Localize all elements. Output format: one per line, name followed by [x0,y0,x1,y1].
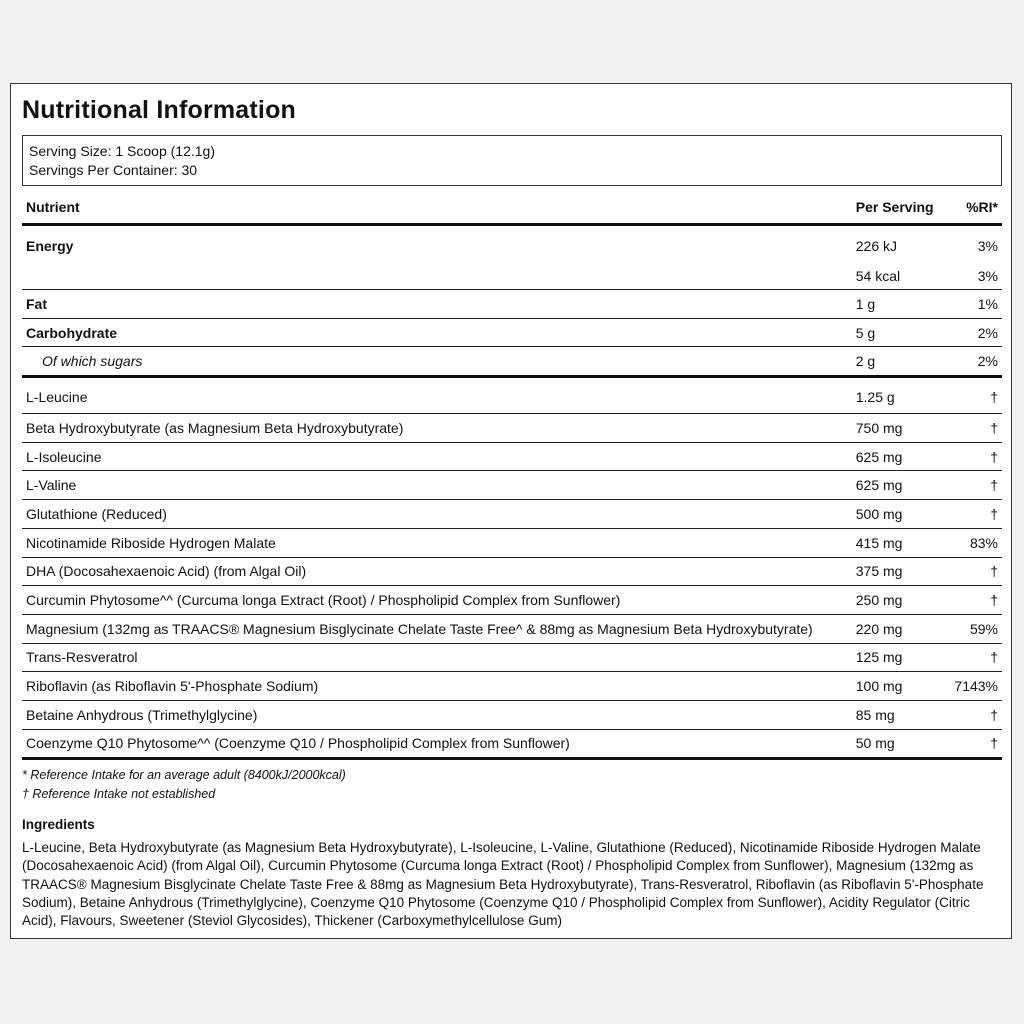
ingredient-ri: † [950,586,1002,615]
table-row [22,672,1002,701]
nutrient-ri: 2% [950,347,1002,377]
table-row [22,643,1002,672]
ingredient-name: Riboflavin (as Riboflavin 5'-Phosphate Sodium) [22,672,852,701]
servings-per-container: Servings Per Container: 30 [29,162,198,178]
table-row [22,557,1002,586]
ingredient-ri: † [950,557,1002,586]
nutrition-table [22,191,1002,760]
ingredient-ri: † [950,414,1002,443]
ingredient-name: L-Leucine [22,377,852,414]
table-row [22,729,1002,759]
nutrient-ri: 3% [977,238,998,254]
ingredient-ri: † [950,471,1002,500]
table-row [22,318,1002,347]
ingredient-amount: 500 mg [852,500,951,529]
footnote-ri: * Reference Intake for an average adult (8400kJ/2000kcal) [22,768,346,782]
nutrient-ri: 1% [950,290,1002,319]
header-nutrient: Nutrient [22,191,852,225]
ingredient-name: Glutathione (Reduced) [22,500,852,529]
serving-info-box [22,135,1002,186]
ingredient-ri: 7143% [950,672,1002,701]
table-row [22,700,1002,729]
ingredient-ri: † [950,442,1002,471]
table-row [22,586,1002,615]
ingredients-text: L-Leucine, Beta Hydroxybutyrate (as Magnesium Beta Hydroxybutyrate), L-Isoleucine, L-Valine, Glutathione (Reduced), Nicotinamide Riboside Hydrogen Malate (Docosahexaenoic Acid) (from Algal Oil), Curcumin Phytosome (Curcuma longa Extract (Root) / Phospholipid Complex from Sunflower), Magnesium (132mg as TRAACS® Magnesium Bisglycinate Chelate Taste Free & 88mg as Magnesium Beta Hydroxybutyrate), Trans-Resveratrol, Riboflavin (as Riboflavin 5'-Phosphate Sodium), Betaine Anhydrous (Trimethylglycine), Coenzyme Q10 Phytosome (Coenzyme Q10 / Phospholipid Complex from Sunflower), Acidity Regulator (Citric Acid), Flavours, Sweetener (Steviol Glycosides), Thickener (Carboxymethylcellulose Gum) [22,840,984,929]
nutrient-amount: 2 g [852,347,951,377]
nutrient-amount: 5 g [852,318,951,347]
table-row [22,225,1002,263]
table-row [22,528,1002,557]
table-row [22,414,1002,443]
ingredient-name: Nicotinamide Riboside Hydrogen Malate [22,528,852,557]
ingredient-ri: † [950,643,1002,672]
table-row [22,377,1002,414]
ingredient-amount: 625 mg [852,471,951,500]
ingredient-amount: 625 mg [852,442,951,471]
ingredient-amount: 85 mg [852,700,951,729]
footnote-dagger: † Reference Intake not established [22,787,216,801]
nutrition-panel [10,83,1012,939]
ingredient-ri: † [950,729,1002,759]
ingredient-ri: 83% [950,528,1002,557]
header-per-serving: Per Serving [852,191,951,225]
page-title: Nutritional Information [22,96,297,124]
table-row [22,500,1002,529]
table-row [22,347,1002,377]
ingredient-name: Curcumin Phytosome^^ (Curcuma longa Extract (Root) / Phospholipid Complex from Sunflower) [22,586,852,615]
ingredient-name: Trans-Resveratrol [22,643,852,672]
nutrient-amount: 54 kcal [852,262,951,290]
ingredient-ri: † [950,377,1002,414]
ingredient-ri: † [950,700,1002,729]
nutrient-name [22,262,852,290]
nutrient-ri: 3% [950,262,1002,290]
table-row [22,290,1002,319]
header-ri: %RI* [950,191,1002,225]
table-row [22,262,1002,290]
ingredient-amount: 375 mg [852,557,951,586]
ingredient-amount: 125 mg [852,643,951,672]
nutrient-name: Carbohydrate [22,318,852,347]
ingredient-amount: 1.25 g [852,377,951,414]
nutrient-ri: 2% [950,318,1002,347]
serving-size: Serving Size: 1 Scoop (12.1g) [29,143,215,159]
ingredient-name: L-Valine [22,471,852,500]
nutrient-name: Energy [26,238,74,254]
ingredient-name: Betaine Anhydrous (Trimethylglycine) [22,700,852,729]
ingredient-amount: 415 mg [852,528,951,557]
table-row [22,471,1002,500]
nutrient-name: Fat [22,290,852,319]
ingredient-name: Coenzyme Q10 Phytosome^^ (Coenzyme Q10 / Phospholipid Complex from Sunflower) [22,729,852,759]
ingredient-name: Magnesium (132mg as TRAACS® Magnesium Bisglycinate Chelate Taste Free^ & 88mg as Magnesium Beta Hydroxybutyrate) [22,614,852,643]
ingredient-ri: † [950,500,1002,529]
table-row [22,614,1002,643]
nutrient-name: Of which sugars [22,347,852,377]
nutrient-amount: 226 kJ [855,238,897,254]
footnotes [22,766,346,804]
ingredient-amount: 250 mg [852,586,951,615]
table-header-row [22,191,1002,225]
ingredient-amount: 750 mg [852,414,951,443]
nutrient-amount: 1 g [852,290,951,319]
ingredient-name: L-Isoleucine [22,442,852,471]
ingredient-amount: 100 mg [852,672,951,701]
table-row [22,442,1002,471]
ingredient-name: Beta Hydroxybutyrate (as Magnesium Beta Hydroxybutyrate) [22,414,852,443]
ingredients-heading: Ingredients [22,817,95,832]
ingredient-amount: 220 mg [852,614,951,643]
ingredient-ri: 59% [950,614,1002,643]
ingredient-name: DHA (Docosahexaenoic Acid) (from Algal Oil) [22,557,852,586]
ingredient-amount: 50 mg [852,729,951,759]
